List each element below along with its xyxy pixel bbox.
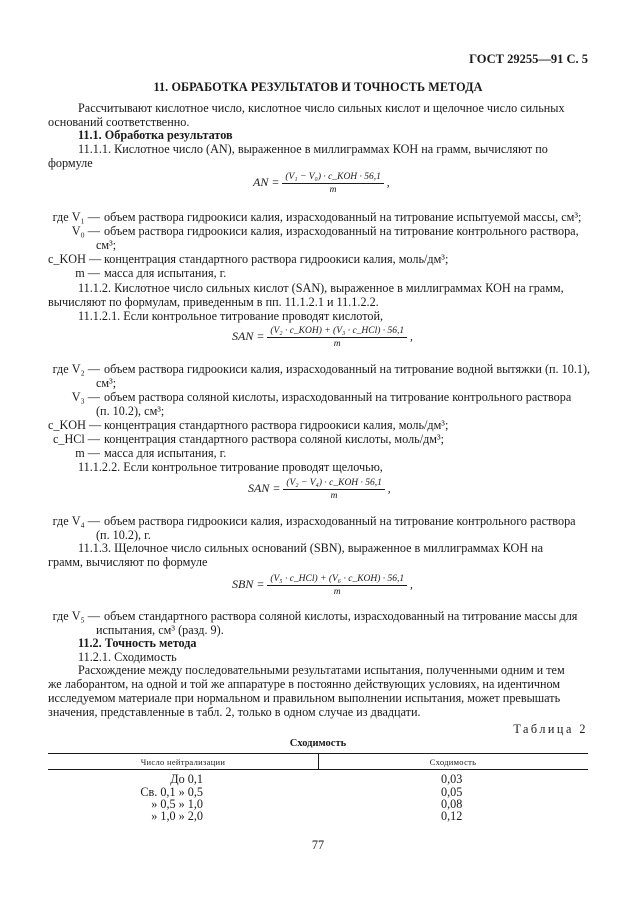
table-row-range: » 1,0 » 2,0 bbox=[151, 809, 203, 823]
table-col1-header: Число нейтрализации bbox=[140, 757, 226, 767]
def-symbol: где V₁ — bbox=[52, 210, 100, 224]
table-label: Таблица 2 bbox=[513, 722, 588, 736]
formula-sbn-numerator: (V₅ · c_HCl) + (V₆ · c_KOH) · 56,1 bbox=[267, 573, 407, 586]
doc-header: ГОСТ 29255—91 С. 5 bbox=[469, 52, 588, 66]
subsection-11-1-title: 11.1. Обработка результатов bbox=[78, 128, 233, 142]
table-row-range: До 0,1 bbox=[170, 772, 203, 786]
def-symbol: где V₄ — bbox=[52, 514, 100, 528]
formula-san-acid-fraction bbox=[267, 325, 407, 350]
p11-1-2-2: 11.1.2.2. Если контрольное титрование проводят щелочью, bbox=[78, 460, 383, 474]
p11-1-1-line-2: формуле bbox=[48, 156, 93, 170]
table-caption: Сходимость bbox=[289, 738, 347, 749]
table-col2-header: Сходимость bbox=[429, 757, 477, 767]
formula-an-numerator: (V₁ − V₀) · c_KOH · 56,1 bbox=[282, 171, 384, 184]
def-symbol: c_KOH — bbox=[48, 252, 102, 266]
formula-sbn bbox=[232, 573, 413, 598]
formula-sbn-fraction bbox=[267, 573, 407, 598]
formula-san-base-fraction bbox=[283, 477, 385, 502]
formula-san-acid-tail: , bbox=[410, 331, 413, 344]
formula-san-base-tail: , bbox=[387, 483, 391, 496]
section-title: 11. ОБРАБОТКА РЕЗУЛЬТАТОВ И ТОЧНОСТЬ МЕТОДА bbox=[153, 80, 483, 94]
formula-an-denominator: m bbox=[329, 185, 337, 195]
table-row-value: 0,03 bbox=[441, 772, 463, 786]
def-text: испытания, см³ (разд. 9). bbox=[96, 623, 224, 637]
def-text: объем раствора гидроокиси калия, израсходованный на титрование испытуемой массы, см³; bbox=[104, 210, 582, 224]
def-symbol: где V₅ — bbox=[52, 609, 100, 623]
formula-san-acid bbox=[232, 325, 413, 350]
p11-1-3-line-1: 11.1.3. Щелочное число сильных оснований (SBN), выраженное в миллиграммах КОН на bbox=[78, 541, 544, 555]
table-row-range: » 0,5 » 1,0 bbox=[151, 797, 203, 811]
formula-san-base-denominator: m bbox=[330, 491, 338, 501]
formula-san-acid-numerator: (V₂ · c_KOH) + (V₃ · c_HCl) · 56,1 bbox=[267, 325, 407, 338]
table-row-value: 0,05 bbox=[441, 785, 463, 799]
formula-an-lhs: AN = bbox=[253, 175, 280, 190]
formula-san-acid-denominator: m bbox=[333, 339, 341, 349]
table-row-value: 0,12 bbox=[441, 809, 463, 823]
def-symbol: V₀ — bbox=[71, 224, 100, 238]
p11-1-1-line-1: 11.1.1. Кислотное число (AN), выраженное в миллиграммах КОН на грамм, вычисляют по bbox=[78, 142, 548, 156]
def-text: объем раствора соляной кислоты, израсходованный на титрование контрольного раствора bbox=[104, 390, 572, 404]
p11-1-2-1: 11.1.2.1. Если контрольное титрование проводят кислотой, bbox=[78, 309, 384, 323]
def-text: масса для испытания, г. bbox=[104, 446, 227, 460]
table-row-value: 0,08 bbox=[441, 797, 463, 811]
p11-1-2-line-2: вычисляют по формулам, приведенным в пп. 11.1.2.1 и 11.1.2.2. bbox=[48, 295, 379, 309]
formula-sbn-denominator: m bbox=[333, 587, 341, 597]
p11-2-1-line-1: Расхождение между последовательными результатами испытания, полученными одним и тем bbox=[78, 663, 565, 677]
p11-2-1-line-4: значения, представленные в табл. 2, только в одном случае из двадцати. bbox=[48, 705, 421, 719]
def-text: см³; bbox=[96, 238, 117, 252]
def-text: объем раствора гидроокиси калия, израсходованный на титрование контрольного раствора bbox=[104, 514, 576, 528]
subsection-11-2-title: 11.2. Точность метода bbox=[78, 636, 197, 650]
formula-sbn-lhs: SBN = bbox=[232, 577, 265, 592]
def-symbol: c_HCl — bbox=[52, 432, 100, 446]
formula-an-fraction bbox=[282, 171, 384, 196]
intro-line-2: оснований соответственно. bbox=[48, 115, 190, 129]
formula-an-tail: , bbox=[386, 177, 390, 190]
p11-1-3-line-2: грамм, вычисляют по формуле bbox=[48, 555, 208, 569]
p11-2-1-line-2: же лаборантом, на одной и той же аппаратуре в постоянно действующих условиях, на идентичном bbox=[48, 677, 561, 691]
formula-san-base-numerator: (V₂ − V₄) · c_KOH · 56,1 bbox=[283, 477, 385, 490]
intro-line-1: Рассчитывают кислотное число, кислотное число сильных кислот и щелочное число сильных bbox=[78, 101, 565, 115]
def-text: концентрация стандартного раствора соляной кислоты, моль/дм³; bbox=[104, 432, 445, 446]
table-row-range: Св. 0,1 » 0,5 bbox=[140, 785, 203, 799]
formula-san-acid-lhs: SAN = bbox=[232, 329, 265, 344]
formula-sbn-tail: , bbox=[410, 579, 413, 592]
def-symbol: где V₂ — bbox=[52, 362, 100, 376]
def-text: концентрация стандартного раствора гидроокиси калия, моль/дм³; bbox=[104, 418, 449, 432]
page-number: 77 bbox=[311, 838, 325, 852]
def-text: (п. 10.2), см³; bbox=[96, 404, 165, 418]
def-text: см³; bbox=[96, 376, 117, 390]
subsection-11-2-1-title: 11.2.1. Сходимость bbox=[78, 650, 177, 664]
p11-1-2-line-1: 11.1.2. Кислотное число сильных кислот (SAN), выраженное в миллиграммах КОН на грамм, bbox=[78, 281, 564, 295]
def-symbol: m — bbox=[75, 446, 100, 460]
def-symbol: c_KOH — bbox=[48, 418, 102, 432]
def-text: концентрация стандартного раствора гидроокиси калия, моль/дм³; bbox=[104, 252, 449, 266]
def-text: объем раствора гидроокиси калия, израсходованный на титрование водной вытяжки (п. 10.1), bbox=[104, 362, 591, 376]
def-text: объем раствора гидроокиси калия, израсходованный на титрование контрольного раствора, bbox=[104, 224, 579, 238]
def-symbol: V₃ — bbox=[71, 390, 100, 404]
formula-an bbox=[253, 171, 390, 196]
def-symbol: m — bbox=[75, 266, 100, 280]
table-header-rule bbox=[48, 769, 588, 770]
def-text: масса для испытания, г. bbox=[104, 266, 227, 280]
formula-san-base bbox=[248, 477, 391, 502]
formula-san-base-lhs: SAN = bbox=[248, 481, 281, 496]
def-text: (п. 10.2), г. bbox=[96, 528, 151, 542]
def-text: объем стандартного раствора соляной кислоты, израсходованный на титрование массы для bbox=[104, 609, 578, 623]
p11-2-1-line-3: исследуемом материале при нормальном и правильном выполнении испытания, может превышать bbox=[48, 691, 561, 705]
